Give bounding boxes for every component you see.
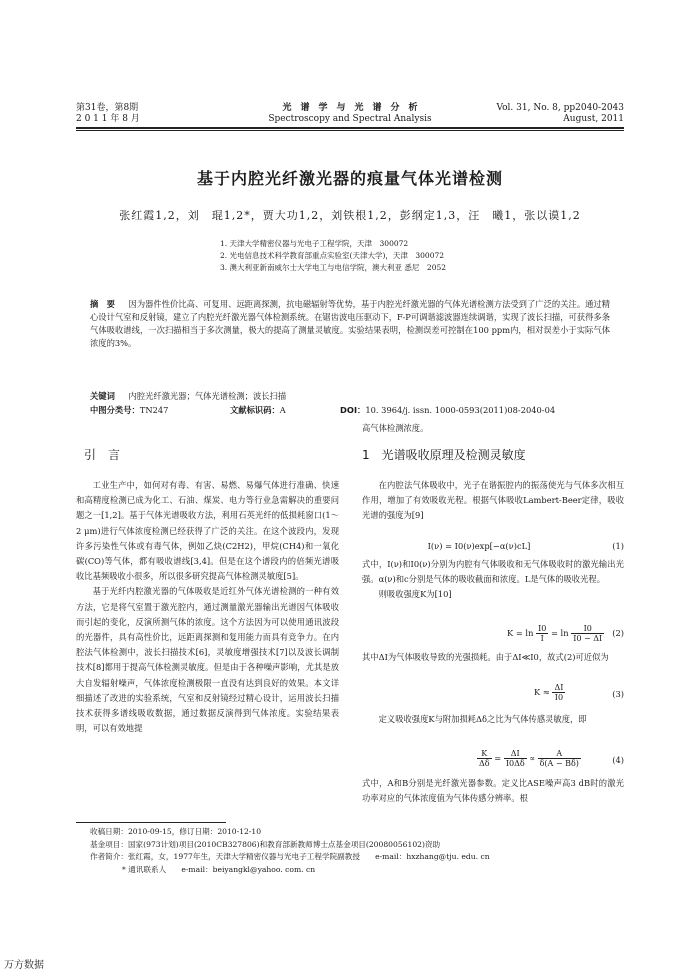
clc-line [90,404,168,417]
volume-issue-cn: 第31卷，第8期 [76,103,139,113]
date-cn: 2 0 1 1 年 8 月 [76,114,140,124]
footnote-contact: * 通讯联系人 e-mail：beiyangkl@yahoo. com. cn [122,864,316,874]
doc-code-label: 文献标识码： [230,405,280,415]
equation-2-fraction-1: $\frac{I0}{I}$ [538,624,547,643]
left-column [76,478,339,736]
section-1-heading: 1 光谱吸收原理及检测灵敏度 [362,448,526,462]
footnote-received: 收稿日期：2010-09-15，修订日期：2010-12-10 [90,827,262,836]
footnote [90,826,624,876]
volume-issue-en: Vol. 31, No. 8, pp2040-2043 [496,103,624,113]
wanfang-watermark: 万方数据 [4,960,44,971]
section-1-paragraph-4: 其中ΔI为气体吸收导致的光强损耗。由于ΔI≪I0，故式(2)可近似为 [362,652,609,662]
abstract-text: 因为器件性价比高、可复用、远距离探测，抗电磁辐射等优势，基于内腔光纤激光器的气体光谱检测方法受到了广泛的关注。通过精心设计气室和反射镜，建立了内腔光纤激光器气体检测系统。在锯齿波电压驱动下，F-P可调谐滤波器连续调谐，实现了波长扫描，可获得多条气体吸收谱线，一次扫描相当于多次测量，极大的提高了测量灵敏度。实验结果表明，检测误差可控制在100 ppm内，相对误差小于实际气体浓度的3%。 [90,299,610,348]
equation-3-number: (3) [612,689,624,699]
affiliation-1: 1. 天津大学精密仪器与光电子工程学院，天津 300072 [220,239,409,248]
paper-title: 基于内腔光纤激光器的痕量气体光谱检测 [196,169,503,188]
equation-1-number: (1) [612,541,624,551]
equation-4-number: (4) [612,755,624,765]
keywords-line [90,390,610,403]
intro-paragraph-1: 工业生产中，如何对有毒、有害、易燃、易爆气体进行准确、快速和高精度检测已成为化工、石油、煤炭、电力等行业急需解决的重要问题之一[1,2]。基于气体光谱吸收方法，利用石英光纤的低损耗窗口(1～2 μm)进行气体浓度检测已经获得了广泛的关注。在这个波段内，发现许多污染性气体或有毒气体，例如乙炔(C2H2)，甲烷(CH4)和一氧化碳(CO)等气体，都有吸收谱线[3,4]。但是在这个谱段内的倍频光谱吸收比基频吸收小很多，所以很多研究提高气体检测灵敏度[5]。 [76,480,339,582]
equation-2: K = ln $\frac{I0}{I}$ = ln $\frac{I0}{I0 - \Delta I}$ (2) [507,624,624,643]
journal-title-cn: 光 谱 学 与 光 谱 分 析 [282,103,418,113]
affiliation-list [220,238,446,274]
section-introduction-heading: 引 言 [84,448,121,462]
section-1-paragraph-5: 定义吸收强度K与附加损耗Δδ之比为气体传感灵敏度，即 [378,714,587,724]
header-rule-thin [76,130,624,131]
header-rule [76,127,624,129]
footnote-rule [76,822,226,823]
doc-code-value: A [279,405,286,415]
equation-4-fraction-1: $\frac{K}{\Delta\delta}$ [479,749,490,768]
abstract [90,298,610,350]
doi-value: 10. 3964/j. issn. 1000-0593(2011)08-2040-04 [365,405,556,415]
footnote-author-bio: 作者简介：张红霞，女，1977年生，天津大学精密仪器与光电子工程学院副教授 e-mail：hxzhang@tju. edu. cn [90,852,490,861]
equation-1 [362,541,624,557]
equation-4: $\frac{K}{\Delta\delta}$ = $\frac{\Delta I}{I0\Delta\delta}$ ∝ $\frac{A}{\delta(A - B\delta)}$ (4) [479,749,624,768]
section-1-paragraph-1: 在内腔法气体吸收中，光子在谐振腔内的振荡使光与气体多次相互作用，增加了有效吸收光程。根据气体吸收Lambert-Beer定律，吸收光谱的强度为[9] [362,480,624,521]
affiliation-2: 2. 光电信息技术科学教育部重点实验室(天津大学)，天津 300072 [220,251,445,260]
section-1-paragraph-2: 式中，I(ν)和I0(ν)分别为内腔有气体吸收和无气体吸收时的激光输出光强。α(ν)和c分别是气体的吸收截面和浓度。L是气体的吸收光程。 则吸收强度K为[10] [362,557,624,603]
equation-4-fraction-2: $\frac{\Delta I}{I0\Delta\delta}$ [505,749,525,768]
abstract-label: 摘 要 [90,299,115,309]
equation-4-fraction-3: $\frac{A}{\delta(A - B\delta)}$ [539,749,579,768]
section-1-paragraph-3: 则吸收强度K为[10] [378,589,452,600]
equation-1-expression: I(ν) = I0(ν)exp[−α(ν)cL] [427,541,531,551]
journal-title-en: Spectroscopy and Spectral Analysis [268,114,432,124]
date-en: August, 2011 [563,114,624,124]
keywords-label: 关键词 [90,391,115,401]
doc-code-line [230,404,286,417]
equation-3: K ≈ $\frac{\Delta I}{I0}$ (3) [534,683,624,702]
equation-3-fraction: $\frac{\Delta I}{I0}$ [554,683,564,702]
equation-2-number: (2) [612,628,624,638]
doi-label: DOI： [340,405,366,415]
doi-line [340,404,555,417]
affiliation-3: 3. 澳大利亚新南威尔士大学电工与电信学院，澳大利亚 悉尼 2052 [220,263,447,272]
keywords-text: 内腔光纤激光器；气体光谱检测；波长扫描 [128,391,287,401]
author-list: 张红霞1,2，刘 琨1,2*，贾大功1,2，刘铁根1,2，彭纲定1,3，汪 曦1，张以谟1,2 [119,209,581,222]
clc-label: 中图分类号： [90,405,140,415]
footnote-fund: 基金项目：国家(973计划)项目(2010CB327806)和教育部新教师博士点基金项目(20080056102)资助 [90,839,441,849]
clc-value: TN247 [139,405,169,415]
section-1-paragraph-6: 式中，A和B分别是光纤激光器参数。定义比ASE噪声高3 dB时的激光功率对应的气体浓度值为气体传感分辨率。根 [362,778,624,804]
equation-2-fraction-2: $\frac{I0}{I0 - \Delta I}$ [573,624,603,643]
right-column-continuation: 高气体检测浓度。 [362,423,429,433]
intro-paragraph-2: 基于光纤内腔激光器的气体吸收是近红外气体光谱检测的一种有效方法，它是将气室置于激光腔内，通过测量激光器输出光谱因气体吸收而引起的变化，反演所测气体的浓度。这个方法因为可以使用通讯波段的光器件，具有高性价比，远距离探测和复用能力而具有竞争力。在内腔法气体检测中，波长扫描技术[6]，灵敏度增强技术[7]以及波长调制技术[8]都用于提高气体检测灵敏度。但是由于各种噪声影响，尤其是放大自发辐射噪声，气体浓度检测极限一直没有达到良好的效果。本文详细描述了改进的实验系统，气室和反射镜经过精心设计，运用波长扫描技术获得多谱线吸收数据，通过数据反演得到气体浓度。实验结果表明，可以有效地提 [76,586,339,734]
